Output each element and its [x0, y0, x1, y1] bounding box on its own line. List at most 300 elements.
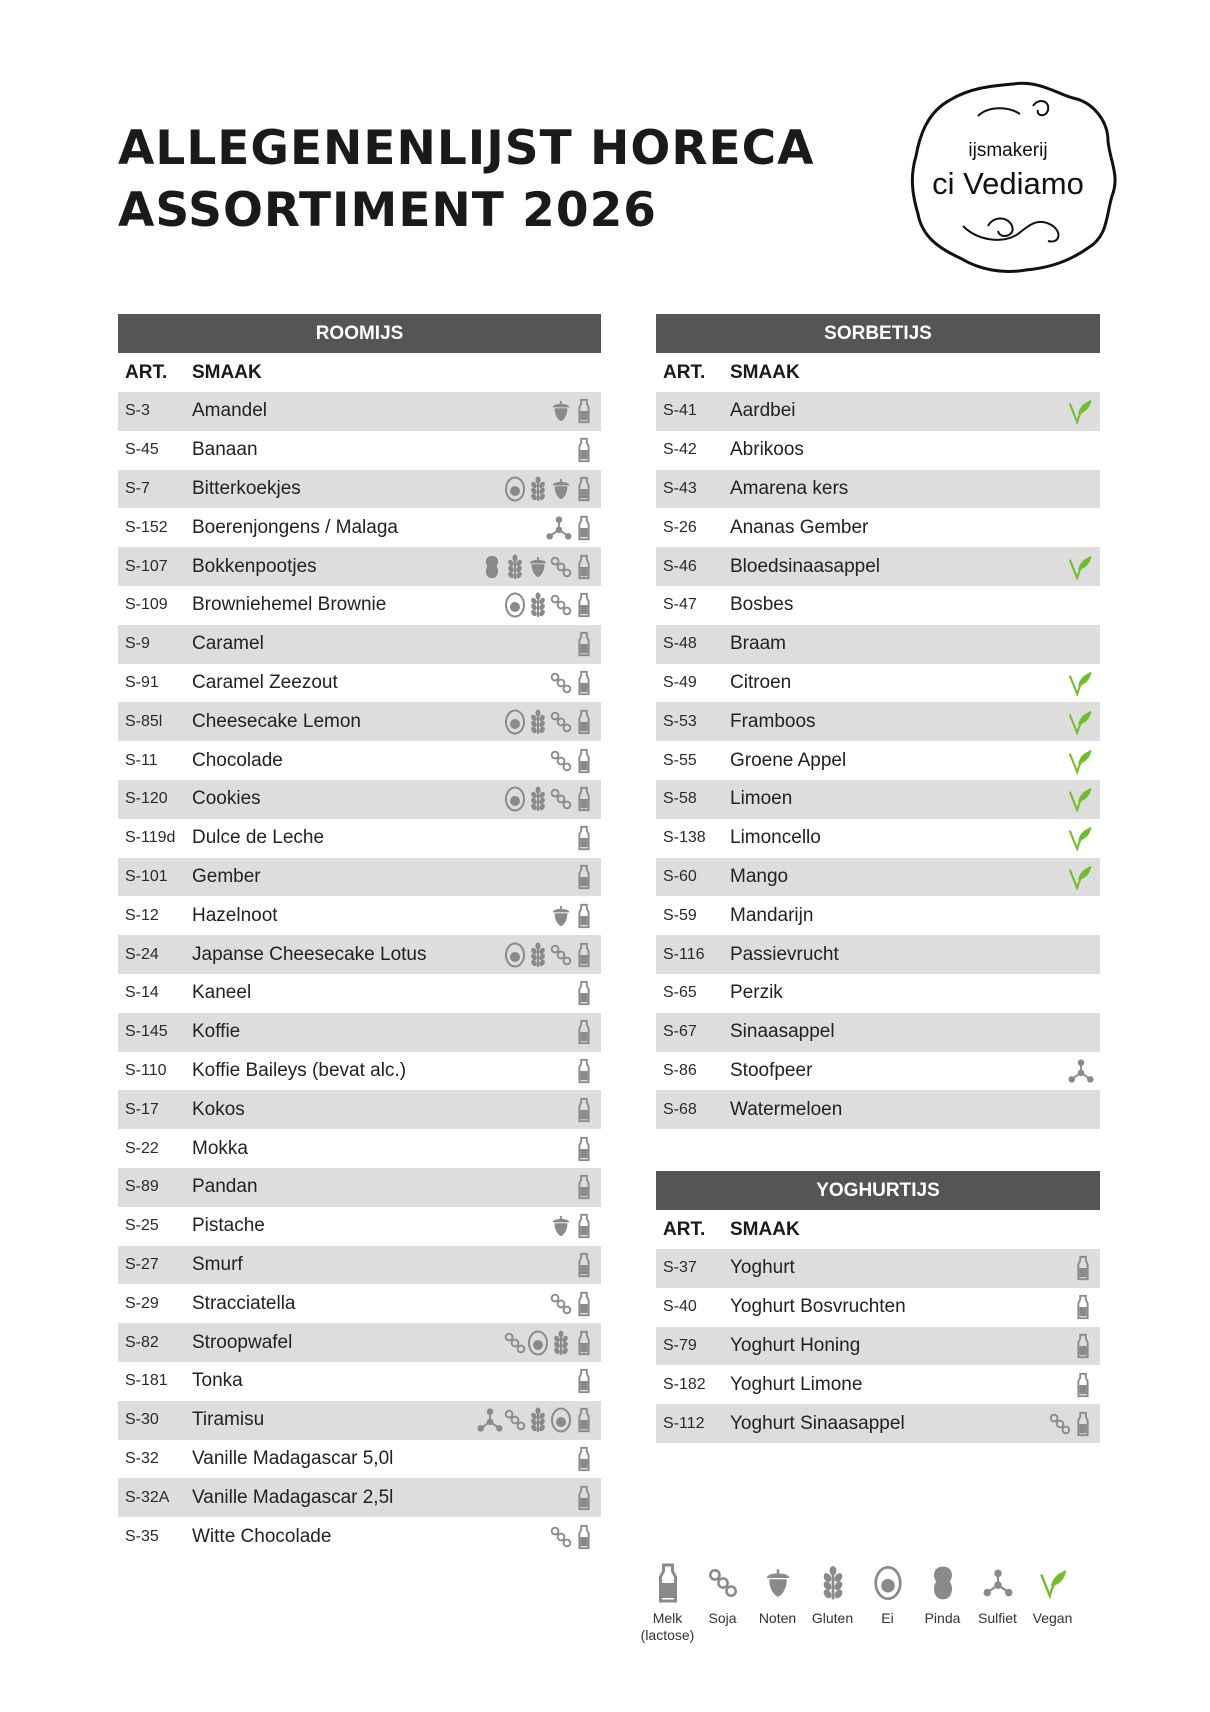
article-code: S-116 [663, 945, 705, 963]
flavor-name: Braam [730, 633, 786, 655]
table-row [118, 470, 601, 509]
legend-label: Sulfiet [978, 1610, 1017, 1626]
flavor-name: Stracciatella [192, 1292, 296, 1314]
flavor-name: Pandan [192, 1176, 258, 1198]
article-code: S-24 [125, 945, 159, 963]
article-code: S-32A [125, 1488, 170, 1506]
egg-icon [504, 942, 526, 968]
sorbetijs-header: SORBETIJS [656, 314, 1100, 353]
article-code: S-91 [125, 673, 159, 691]
column-flavor: SMAAK [730, 1218, 800, 1240]
egg-icon [504, 592, 526, 618]
allergen-icons [504, 592, 601, 618]
flavor-name: Koffie [192, 1021, 241, 1043]
table-row [118, 1517, 601, 1556]
milk-icon [1072, 1411, 1094, 1437]
milk-icon [573, 1213, 595, 1239]
flavor-name: Vanille Madagascar 2,5l [192, 1486, 394, 1508]
table-row [656, 858, 1100, 897]
milk-icon [573, 903, 595, 929]
allergen-icons [1049, 1411, 1100, 1437]
table-row [118, 1013, 601, 1052]
article-code: S-12 [125, 906, 159, 924]
allergen-icons [573, 825, 601, 851]
yoghurtijs-column-headers [656, 1210, 1100, 1249]
flavor-name: Mandarijn [730, 904, 814, 926]
flavor-name: Amarena kers [730, 477, 849, 499]
soy-icon [504, 1330, 526, 1356]
table-row [118, 1362, 601, 1401]
legend-item-peanut [915, 1562, 970, 1644]
flavor-name: Japanse Cheesecake Lotus [192, 943, 427, 965]
table-row [656, 702, 1100, 741]
milk-icon [573, 1174, 595, 1200]
allergen-icons [573, 864, 601, 890]
flavor-name: Bloedsinaasappel [730, 555, 881, 577]
peanut-icon [928, 1562, 958, 1604]
table-row [118, 780, 601, 819]
table-row [118, 547, 601, 586]
flavor-name: Witte Chocolade [192, 1525, 332, 1547]
flavor-name: Stroopwafel [192, 1331, 293, 1353]
milk-icon [573, 1019, 595, 1045]
table-row [118, 1052, 601, 1091]
sulfite-icon [546, 515, 572, 541]
legend-label: Noten [758, 1610, 797, 1626]
flavor-name: Browniehemel Brownie [192, 594, 387, 616]
flavor-name: Cookies [192, 788, 261, 810]
allergen-icons [1072, 1255, 1100, 1281]
legend-item-milk [640, 1562, 695, 1644]
flavor-name: Mokka [192, 1137, 248, 1159]
nut-icon [550, 476, 572, 502]
article-code: S-32 [125, 1449, 159, 1467]
page-title [118, 118, 815, 242]
vegan-icon [1066, 670, 1094, 696]
flavor-name: Perzik [730, 982, 783, 1004]
gluten-icon [504, 554, 526, 580]
article-code: S-26 [663, 518, 697, 536]
allergen-icons [573, 631, 601, 657]
table-row [118, 935, 601, 974]
table-row [118, 431, 601, 470]
flavor-name: Citroen [730, 671, 792, 693]
column-art: ART. [125, 361, 168, 383]
soy-icon [550, 592, 572, 618]
flavor-name: Groene Appel [730, 749, 847, 771]
roomijs-header: ROOMIJS [118, 314, 601, 353]
legend-label: Pinda [924, 1610, 961, 1626]
milk-icon [1072, 1333, 1094, 1359]
vegan-icon [1066, 398, 1094, 424]
article-code: S-89 [125, 1178, 159, 1196]
table-row [118, 1129, 601, 1168]
egg-icon [527, 1330, 549, 1356]
legend-item-nut [750, 1562, 805, 1644]
allergen-icons [550, 1213, 601, 1239]
legend-item-vegan [1025, 1562, 1080, 1644]
soy-icon [550, 786, 572, 812]
article-code: S-37 [663, 1259, 697, 1277]
sulfite-icon [983, 1562, 1013, 1604]
soy-icon [550, 1291, 572, 1317]
vegan-icon [1066, 825, 1094, 851]
table-row [656, 741, 1100, 780]
article-code: S-120 [125, 790, 168, 808]
flavor-name: Tonka [192, 1370, 243, 1392]
nut-icon [527, 554, 549, 580]
flavor-name: Chocolade [192, 749, 283, 771]
allergen-icons [1072, 1333, 1100, 1359]
table-row [656, 896, 1100, 935]
allergen-icons [1072, 1294, 1100, 1320]
table-row [656, 780, 1100, 819]
allergen-icons [1066, 554, 1100, 580]
allergen-icons [546, 515, 601, 541]
milk-icon [573, 476, 595, 502]
milk-icon [573, 748, 595, 774]
flavor-name: Aardbei [730, 400, 796, 422]
allergen-icons [573, 1446, 601, 1472]
table-row [656, 1404, 1100, 1443]
table-row [118, 1401, 601, 1440]
article-code: S-82 [125, 1333, 159, 1351]
allergen-icons [573, 1136, 601, 1162]
legend-item-sulfite [970, 1562, 1025, 1644]
milk-icon [573, 825, 595, 851]
flavor-name: Yoghurt Honing [730, 1334, 861, 1356]
milk-icon [573, 1446, 595, 1472]
milk-icon [573, 1097, 595, 1123]
soy-icon [550, 748, 572, 774]
article-code: S-68 [663, 1100, 697, 1118]
vegan-icon [1066, 709, 1094, 735]
legend-label: Melk (lactose) [640, 1610, 695, 1643]
sorbetijs-rows [656, 392, 1100, 1129]
nut-icon [763, 1562, 793, 1604]
milk-icon [573, 515, 595, 541]
allergen-icons [573, 1368, 601, 1394]
vegan-icon [1038, 1562, 1068, 1604]
article-code: S-112 [663, 1414, 705, 1432]
table-row [656, 431, 1100, 470]
article-code: S-42 [663, 441, 697, 459]
vegan-icon [1066, 554, 1094, 580]
flavor-name: Yoghurt Bosvruchten [730, 1296, 906, 1318]
flavor-name: Pistache [192, 1215, 265, 1237]
column-flavor: SMAAK [192, 361, 262, 383]
milk-icon [573, 1368, 595, 1394]
article-code: S-25 [125, 1217, 159, 1235]
table-row [118, 586, 601, 625]
soy-icon [550, 709, 572, 735]
column-flavor: SMAAK [730, 361, 800, 383]
flavor-name: Sinaasappel [730, 1021, 835, 1043]
allergen-icons [550, 903, 601, 929]
flavor-name: Boerenjongens / Malaga [192, 516, 398, 538]
table-row [656, 819, 1100, 858]
title-line-1: ALLEGENENLIJST HORECA [118, 121, 815, 176]
allergen-icons [573, 1058, 601, 1084]
table-row [118, 974, 601, 1013]
article-code: S-85l [125, 712, 163, 730]
allergen-icons [550, 670, 601, 696]
milk-icon [573, 1485, 595, 1511]
allergen-icons [1068, 1058, 1100, 1084]
milk-icon [573, 980, 595, 1006]
peanut-icon [481, 554, 503, 580]
article-code: S-59 [663, 906, 697, 924]
milk-icon [573, 864, 595, 890]
table-row [118, 702, 601, 741]
allergen-icons [1066, 864, 1100, 890]
article-code: S-30 [125, 1411, 159, 1429]
article-code: S-58 [663, 790, 697, 808]
nut-icon [550, 903, 572, 929]
yoghurtijs-rows [656, 1249, 1100, 1443]
table-row [656, 1327, 1100, 1366]
flavor-name: Yoghurt Sinaasappel [730, 1412, 905, 1434]
article-code: S-7 [125, 479, 150, 497]
milk-icon [573, 1330, 595, 1356]
article-code: S-29 [125, 1294, 159, 1312]
flavor-name: Caramel [192, 633, 264, 655]
allergen-icons [1066, 825, 1100, 851]
flavor-name: Cheesecake Lemon [192, 710, 361, 732]
article-code: S-49 [663, 673, 697, 691]
gluten-icon [527, 476, 549, 502]
article-code: S-17 [125, 1100, 159, 1118]
article-code: S-79 [663, 1336, 697, 1354]
flavor-name: Koffie Baileys (bevat alc.) [192, 1059, 407, 1081]
flavor-name: Abrikoos [730, 439, 804, 461]
gluten-icon [550, 1330, 572, 1356]
milk-icon [1072, 1372, 1094, 1398]
table-row [656, 1365, 1100, 1404]
allergen-icons [550, 398, 601, 424]
allergen-icons [504, 942, 601, 968]
milk-icon [573, 1291, 595, 1317]
flavor-name: Passievrucht [730, 943, 839, 965]
flavor-name: Caramel Zeezout [192, 671, 338, 693]
flavor-name: Kokos [192, 1098, 245, 1120]
milk-icon [573, 554, 595, 580]
flavor-name: Limoncello [730, 827, 821, 849]
article-code: S-45 [125, 441, 159, 459]
table-row [118, 1246, 601, 1285]
article-code: S-48 [663, 635, 697, 653]
article-code: S-35 [125, 1527, 159, 1545]
column-art: ART. [663, 361, 706, 383]
allergen-icons [504, 476, 601, 502]
allergen-icons [573, 1252, 601, 1278]
allergen-icons [1066, 786, 1100, 812]
flavor-name: Gember [192, 865, 261, 887]
flavor-name: Bosbes [730, 594, 794, 616]
roomijs-column-headers [118, 353, 601, 392]
egg-icon [550, 1407, 572, 1433]
allergen-icons [573, 1097, 601, 1123]
article-code: S-86 [663, 1061, 697, 1079]
allergen-icons [504, 1330, 601, 1356]
allergen-icons [573, 1174, 601, 1200]
allergen-icons [477, 1407, 601, 1433]
flavor-name: Tiramisu [192, 1409, 265, 1431]
article-code: S-43 [663, 479, 697, 497]
article-code: S-182 [663, 1375, 706, 1393]
milk-icon [573, 786, 595, 812]
table-row [118, 858, 601, 897]
table-row [118, 1168, 601, 1207]
article-code: S-22 [125, 1139, 159, 1157]
logo-line-1: ijsmakerij [968, 140, 1048, 161]
gluten-icon [818, 1562, 848, 1604]
flavor-name: Ananas Gember [730, 516, 869, 538]
flavor-name: Yoghurt [730, 1257, 795, 1279]
allergen-icons [1072, 1372, 1100, 1398]
table-row [656, 625, 1100, 664]
milk-icon [573, 631, 595, 657]
egg-icon [873, 1562, 903, 1604]
roomijs-panel [118, 314, 601, 1556]
gluten-icon [527, 592, 549, 618]
gluten-icon [527, 942, 549, 968]
nut-icon [550, 1213, 572, 1239]
gluten-icon [527, 1407, 549, 1433]
milk-icon [573, 1252, 595, 1278]
milk-icon [573, 1407, 595, 1433]
gluten-icon [527, 786, 549, 812]
table-row [656, 935, 1100, 974]
article-code: S-46 [663, 557, 697, 575]
article-code: S-40 [663, 1298, 697, 1316]
table-row [118, 1090, 601, 1129]
allergen-icons [504, 786, 601, 812]
table-row [656, 1288, 1100, 1327]
flavor-name: Dulce de Leche [192, 827, 325, 849]
roomijs-rows [118, 392, 601, 1556]
allergen-icons [573, 1485, 601, 1511]
flavor-name: Watermeloen [730, 1098, 843, 1120]
allergen-icons [573, 1019, 601, 1045]
flavor-name: Framboos [730, 710, 816, 732]
article-code: S-109 [125, 596, 168, 614]
allergen-icons [1066, 748, 1100, 774]
flavor-name: Yoghurt Limone [730, 1373, 863, 1395]
legend-label: Gluten [811, 1610, 854, 1626]
article-code: S-65 [663, 984, 697, 1002]
article-code: S-60 [663, 867, 697, 885]
table-row [118, 896, 601, 935]
soy-icon [550, 670, 572, 696]
table-row [118, 664, 601, 703]
table-row [118, 741, 601, 780]
article-code: S-107 [125, 557, 168, 575]
table-row [118, 819, 601, 858]
article-code: S-181 [125, 1372, 168, 1390]
soy-icon [550, 942, 572, 968]
flavor-name: Kaneel [192, 982, 252, 1004]
allergen-legend [640, 1562, 1080, 1644]
flavor-name: Bitterkoekjes [192, 477, 301, 499]
milk-icon [1072, 1255, 1094, 1281]
soy-icon [550, 554, 572, 580]
vegan-icon [1066, 786, 1094, 812]
milk-icon [653, 1562, 683, 1604]
milk-icon [573, 942, 595, 968]
milk-icon [573, 1136, 595, 1162]
allergen-icons [550, 1291, 601, 1317]
flavor-name: Vanille Madagascar 5,0l [192, 1447, 394, 1469]
vegan-icon [1066, 748, 1094, 774]
table-row [118, 1323, 601, 1362]
table-row [656, 664, 1100, 703]
flavor-name: Hazelnoot [192, 904, 278, 926]
allergen-icons [573, 980, 601, 1006]
legend-item-gluten [805, 1562, 860, 1644]
milk-icon [573, 670, 595, 696]
yoghurtijs-panel [656, 1171, 1100, 1443]
milk-icon [573, 398, 595, 424]
flavor-name: Mango [730, 865, 789, 887]
table-row [656, 1013, 1100, 1052]
egg-icon [504, 476, 526, 502]
allergen-icons [550, 748, 601, 774]
article-code: S-67 [663, 1023, 697, 1041]
article-code: S-3 [125, 402, 150, 420]
milk-icon [573, 1524, 595, 1550]
allergen-icons [1066, 709, 1100, 735]
article-code: S-138 [663, 829, 706, 847]
allergen-icons [1066, 670, 1100, 696]
soy-icon [1049, 1411, 1071, 1437]
soy-icon [708, 1562, 738, 1604]
title-line-2: ASSORTIMENT 2026 [118, 183, 657, 238]
table-row [656, 470, 1100, 509]
table-row [656, 547, 1100, 586]
soy-icon [504, 1407, 526, 1433]
allergen-icons [1066, 398, 1100, 424]
article-code: S-152 [125, 518, 168, 536]
logo-line-2: ci Vediamo [932, 166, 1084, 201]
column-art: ART. [663, 1218, 706, 1240]
flavor-name: Bokkenpootjes [192, 555, 317, 577]
sulfite-icon [477, 1407, 503, 1433]
legend-item-soy [695, 1562, 750, 1644]
milk-icon [573, 437, 595, 463]
allergen-icons [573, 437, 601, 463]
table-row [118, 1478, 601, 1517]
allergen-icons [504, 709, 601, 735]
table-row [118, 508, 601, 547]
legend-label: Ei [881, 1610, 894, 1626]
article-code: S-145 [125, 1023, 168, 1041]
milk-icon [1072, 1294, 1094, 1320]
table-row [118, 1207, 601, 1246]
flavor-name: Smurf [192, 1253, 243, 1275]
article-code: S-14 [125, 984, 159, 1002]
article-code: S-41 [663, 402, 697, 420]
article-code: S-47 [663, 596, 697, 614]
article-code: S-11 [125, 751, 158, 769]
article-code: S-119d [125, 829, 176, 847]
table-row [656, 392, 1100, 431]
allergen-icons [550, 1524, 601, 1550]
table-row [656, 1090, 1100, 1129]
legend-item-egg [860, 1562, 915, 1644]
flavor-name: Banaan [192, 439, 258, 461]
table-row [656, 1052, 1100, 1091]
